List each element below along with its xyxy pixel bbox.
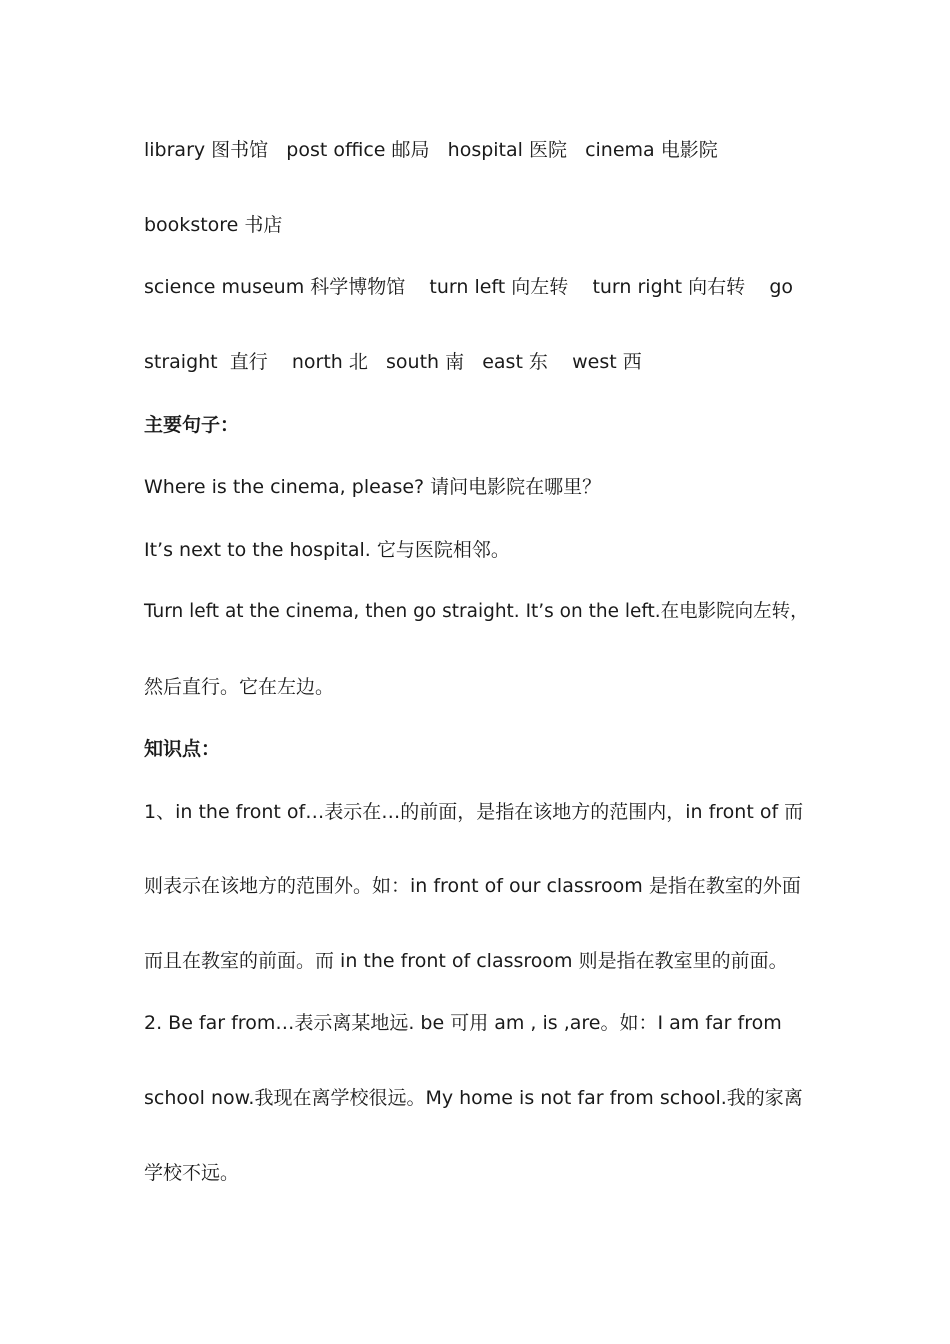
knowledge-point-2-line-3: 学校不远。: [144, 1162, 240, 1184]
knowledge-point-2-line-1: 2. Be far from…表示离某地远. be 可用 am , is ,are。如：I am far from: [144, 1012, 782, 1034]
knowledge-point-1-line-1: 1、in the front of…表示在…的前面，是指在该地方的范围内，in front of 而: [144, 801, 804, 823]
vocab-line-1: library 图书馆 post office 邮局 hospital 医院 cinema 电影院: [144, 139, 718, 161]
knowledge-point-1-line-3: 而且在教室的前面。而 in the front of classroom 则是指在教室里的前面。: [144, 950, 788, 972]
knowledge-point-1-line-2: 则表示在该地方的范围外。如：in front of our classroom 是指在教室的外面: [144, 875, 801, 897]
sentence-1: Where is the cinema, please? 请问电影院在哪里？: [144, 476, 602, 498]
sentence-2: It’s next to the hospital. 它与医院相邻。: [144, 539, 510, 561]
sentence-3-part-2: 然后直行。它在左边。: [144, 676, 335, 698]
vocab-line-3: science museum 科学博物馆 turn left 向左转 turn right 向右转 go: [144, 276, 794, 298]
knowledge-point-2-line-2: school now.我现在离学校很远。My home is not far from school.我的家离: [144, 1087, 803, 1109]
vocab-line-4: straight 直行 north 北 south 南 east 东 west 西: [144, 351, 642, 373]
knowledge-heading: 知识点：: [144, 738, 221, 760]
sentences-heading: 主要句子：: [144, 414, 240, 436]
vocab-line-2: bookstore 书店: [144, 214, 283, 236]
sentence-3-part-1: Turn left at the cinema, then go straight. It’s on the left.在电影院向左转，: [144, 601, 809, 622]
